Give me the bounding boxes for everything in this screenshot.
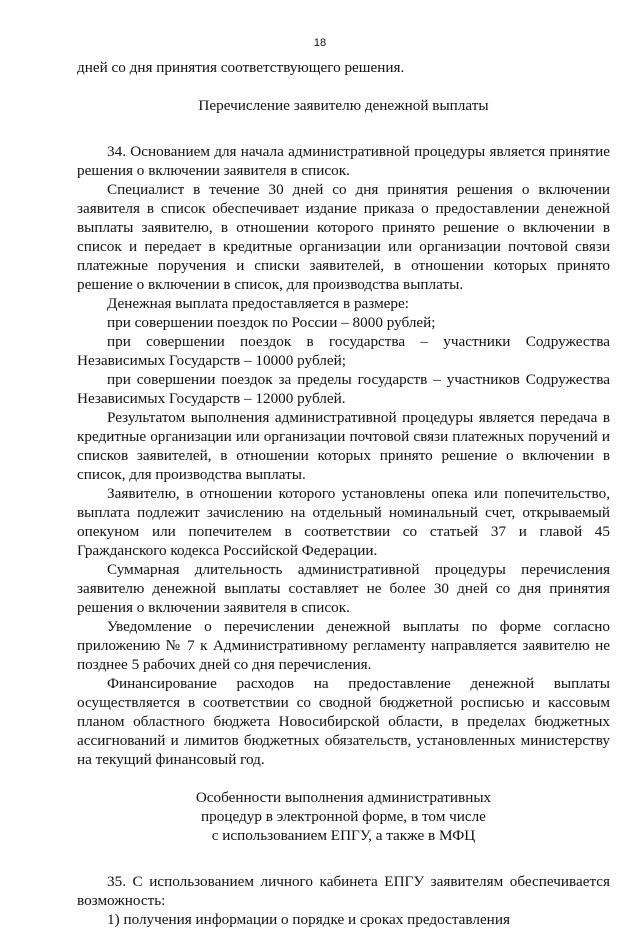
paragraph-amount-intro: Денежная выплата предоставляется в размере: <box>107 295 409 312</box>
paragraph-amount-cis: при совершении поездок в государства – участники Содружества Независимых Государств – 10000 рублей; <box>77 333 610 369</box>
paragraph-financing: Финансирование расходов на предоставление денежной выплаты осуществляется в соответствии со сводной бюджетной росписью и кассовым планом областного бюджета Новосибирской области, в пределах бюджетных ассигнований и лимитов бюджетных обязательств, установленных министерству на текущий финансовый год. <box>77 675 610 768</box>
paragraph-34: 34. Основанием для начала административной процедуры является принятие решения о включении заявителя в список. <box>77 143 610 179</box>
paragraph-duration: Суммарная длительность административной процедуры перечисления заявителю денежной выплаты составляет не более 30 дней со дня принятия решения о включении заявителя в список. <box>77 561 610 616</box>
paragraph-amount-abroad: при совершении поездок за пределы государств – участников Содружества Независимых Государств – 12000 рублей. <box>77 371 610 407</box>
paragraph-specialist: Специалист в течение 30 дней со дня принятия решения о включении заявителя в список обеспечивает издание приказа о предоставлении денежной выплаты заявителю, в отношении которого принято решение о включении в список и передает в кредитные организации или организации почтовой связи платежные поручения и списки заявителей, в отношении которых принято решение о включении в список, для производства выплаты. <box>77 181 610 293</box>
page-number: 18 <box>313 37 327 49</box>
heading-line-2: процедур в электронной форме, в том числе <box>201 808 486 825</box>
paragraph-guardianship: Заявителю, в отношении которого установлены опека или попечительство, выплата подлежит зачислению на отдельный номинальный счет, открываемый опекуном или попечителем в соответствии со статьей 37 и главой 45 Гражданского кодекса Российской Федерации. <box>77 485 610 559</box>
section-heading-payment: Перечисление заявителю денежной выплаты <box>198 97 489 114</box>
paragraph-amount-russia: при совершении поездок по России – 8000 рублей; <box>107 314 436 331</box>
paragraph-35: 35. С использованием личного кабинета ЕПГУ заявителям обеспечивается возможность: <box>77 873 610 909</box>
paragraph-continuation: дней со дня принятия соответствующего решения. <box>77 59 405 76</box>
document-body <box>77 58 610 929</box>
heading-line-1: Особенности выполнения административных <box>195 789 492 806</box>
paragraph-35-item-1: 1) получения информации о порядке и сроках предоставления <box>107 911 510 928</box>
paragraph-result: Результатом выполнения административной процедуры является передача в кредитные организации или организации почтовой связи платежных поручений и списков заявителей, в отношении которых принято решение о включении в список, для производства выплаты. <box>77 409 610 483</box>
section-heading-electronic <box>77 788 610 845</box>
paragraph-notification: Уведомление о перечислении денежной выплаты по форме согласно приложению № 7 к Административному регламенту направляется заявителю не позднее 5 рабочих дней со дня перечисления. <box>77 618 610 673</box>
heading-line-3: с использованием ЕПГУ, а также в МФЦ <box>211 827 476 844</box>
